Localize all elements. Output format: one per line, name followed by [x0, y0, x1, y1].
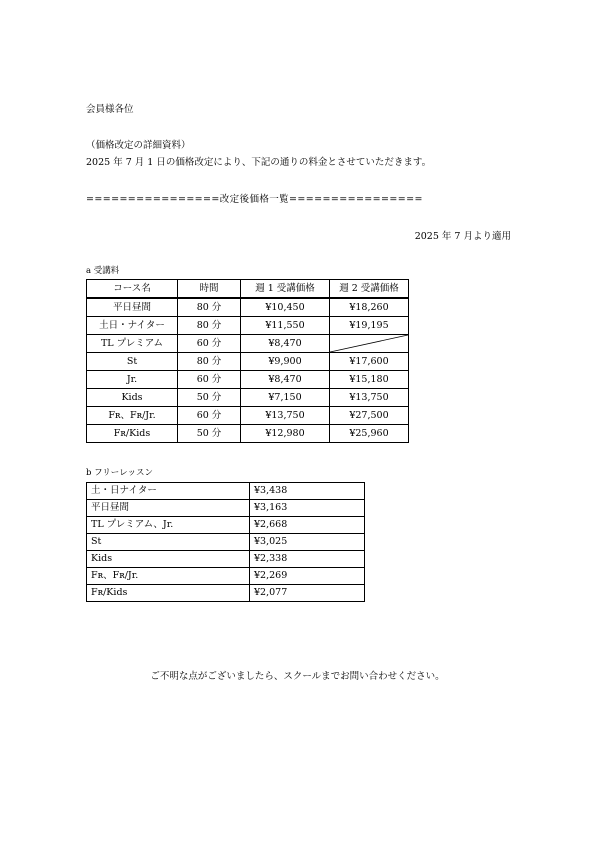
price-weekly1: ¥8,470	[241, 335, 330, 353]
table-row	[87, 298, 409, 317]
lesson-price: ¥2,077	[250, 585, 365, 602]
price-weekly1: ¥10,450	[241, 298, 330, 317]
price-weekly1: ¥8,470	[241, 371, 330, 389]
lesson-name: St	[87, 534, 250, 551]
lesson-name: Fʀ/Kids	[87, 585, 250, 602]
price-weekly1: ¥12,980	[241, 425, 330, 443]
free-lesson-table	[86, 482, 365, 602]
lesson-price: ¥3,163	[250, 500, 365, 517]
course-duration: 60 分	[178, 371, 241, 389]
course-duration: 50 分	[178, 425, 241, 443]
subheading: （価格改定の詳細資料）	[86, 140, 191, 151]
course-name: Kids	[87, 389, 178, 407]
course-name: TL プレミアム	[87, 335, 178, 353]
notice-text: 2025 年 7 月 1 日の価格改定により、下記の通りの料金とさせていただきます。	[86, 157, 432, 168]
course-duration: 60 分	[178, 335, 241, 353]
lesson-name: TL プレミアム、Jr.	[87, 517, 250, 534]
price-weekly1: ¥11,550	[241, 317, 330, 335]
table-row	[87, 585, 365, 602]
table-row	[87, 425, 409, 443]
lesson-name: 土・日ナイター	[87, 483, 250, 500]
table-row	[87, 335, 409, 353]
table-row	[87, 407, 409, 425]
section-a-title: a 受講料	[86, 266, 120, 276]
course-name: Jr.	[87, 371, 178, 389]
table-row	[87, 317, 409, 335]
course-name: Fʀ/Kids	[87, 425, 178, 443]
price-weekly2: ¥13,750	[330, 389, 409, 407]
lesson-name: Kids	[87, 551, 250, 568]
header-duration: 時間	[178, 280, 241, 299]
section-b-title: b フリーレッスン	[86, 468, 154, 478]
table-row	[87, 353, 409, 371]
price-weekly2: ¥17,600	[330, 353, 409, 371]
price-weekly1: ¥9,900	[241, 353, 330, 371]
course-name: 土日・ナイター	[87, 317, 178, 335]
course-name: St	[87, 353, 178, 371]
price-weekly2: ¥25,960	[330, 425, 409, 443]
course-duration: 60 分	[178, 407, 241, 425]
table-row	[87, 371, 409, 389]
lesson-price: ¥3,438	[250, 483, 365, 500]
table-row	[87, 389, 409, 407]
table-header-row	[87, 280, 409, 299]
lesson-price: ¥2,668	[250, 517, 365, 534]
course-duration: 50 分	[178, 389, 241, 407]
price-weekly2: ¥19,195	[330, 317, 409, 335]
footer-note: ご不明な点がございましたら、スクールまでお問い合わせください。	[150, 671, 445, 682]
lesson-price: ¥3,025	[250, 534, 365, 551]
course-duration: 80 分	[178, 317, 241, 335]
course-name: Fʀ、Fʀ/Jr.	[87, 407, 178, 425]
tuition-table	[86, 279, 409, 443]
table-row	[87, 534, 365, 551]
lesson-price: ¥2,269	[250, 568, 365, 585]
table-row	[87, 500, 365, 517]
header-weekly2: 週 2 受講価格	[330, 280, 409, 299]
price-weekly2: ¥18,260	[330, 298, 409, 317]
course-name: 平日昼間	[87, 298, 178, 317]
header-weekly1: 週 1 受講価格	[241, 280, 330, 299]
lesson-price: ¥2,338	[250, 551, 365, 568]
table-row	[87, 517, 365, 534]
course-duration: 80 分	[178, 298, 241, 317]
greeting: 会員様各位	[86, 104, 134, 115]
divider-line: ================改定後価格一覧================	[86, 194, 423, 205]
price-weekly2: ¥15,180	[330, 371, 409, 389]
table-row	[87, 568, 365, 585]
diagonal-slash	[330, 335, 408, 352]
not-applicable-cell	[330, 335, 409, 353]
effective-date: 2025 年 7 月より適用	[414, 231, 511, 242]
table-row	[87, 551, 365, 568]
price-weekly2: ¥27,500	[330, 407, 409, 425]
price-weekly1: ¥13,750	[241, 407, 330, 425]
table-row	[87, 483, 365, 500]
lesson-name: 平日昼間	[87, 500, 250, 517]
price-weekly1: ¥7,150	[241, 389, 330, 407]
course-duration: 80 分	[178, 353, 241, 371]
header-course: コース名	[87, 280, 178, 299]
lesson-name: Fʀ、Fʀ/Jr.	[87, 568, 250, 585]
